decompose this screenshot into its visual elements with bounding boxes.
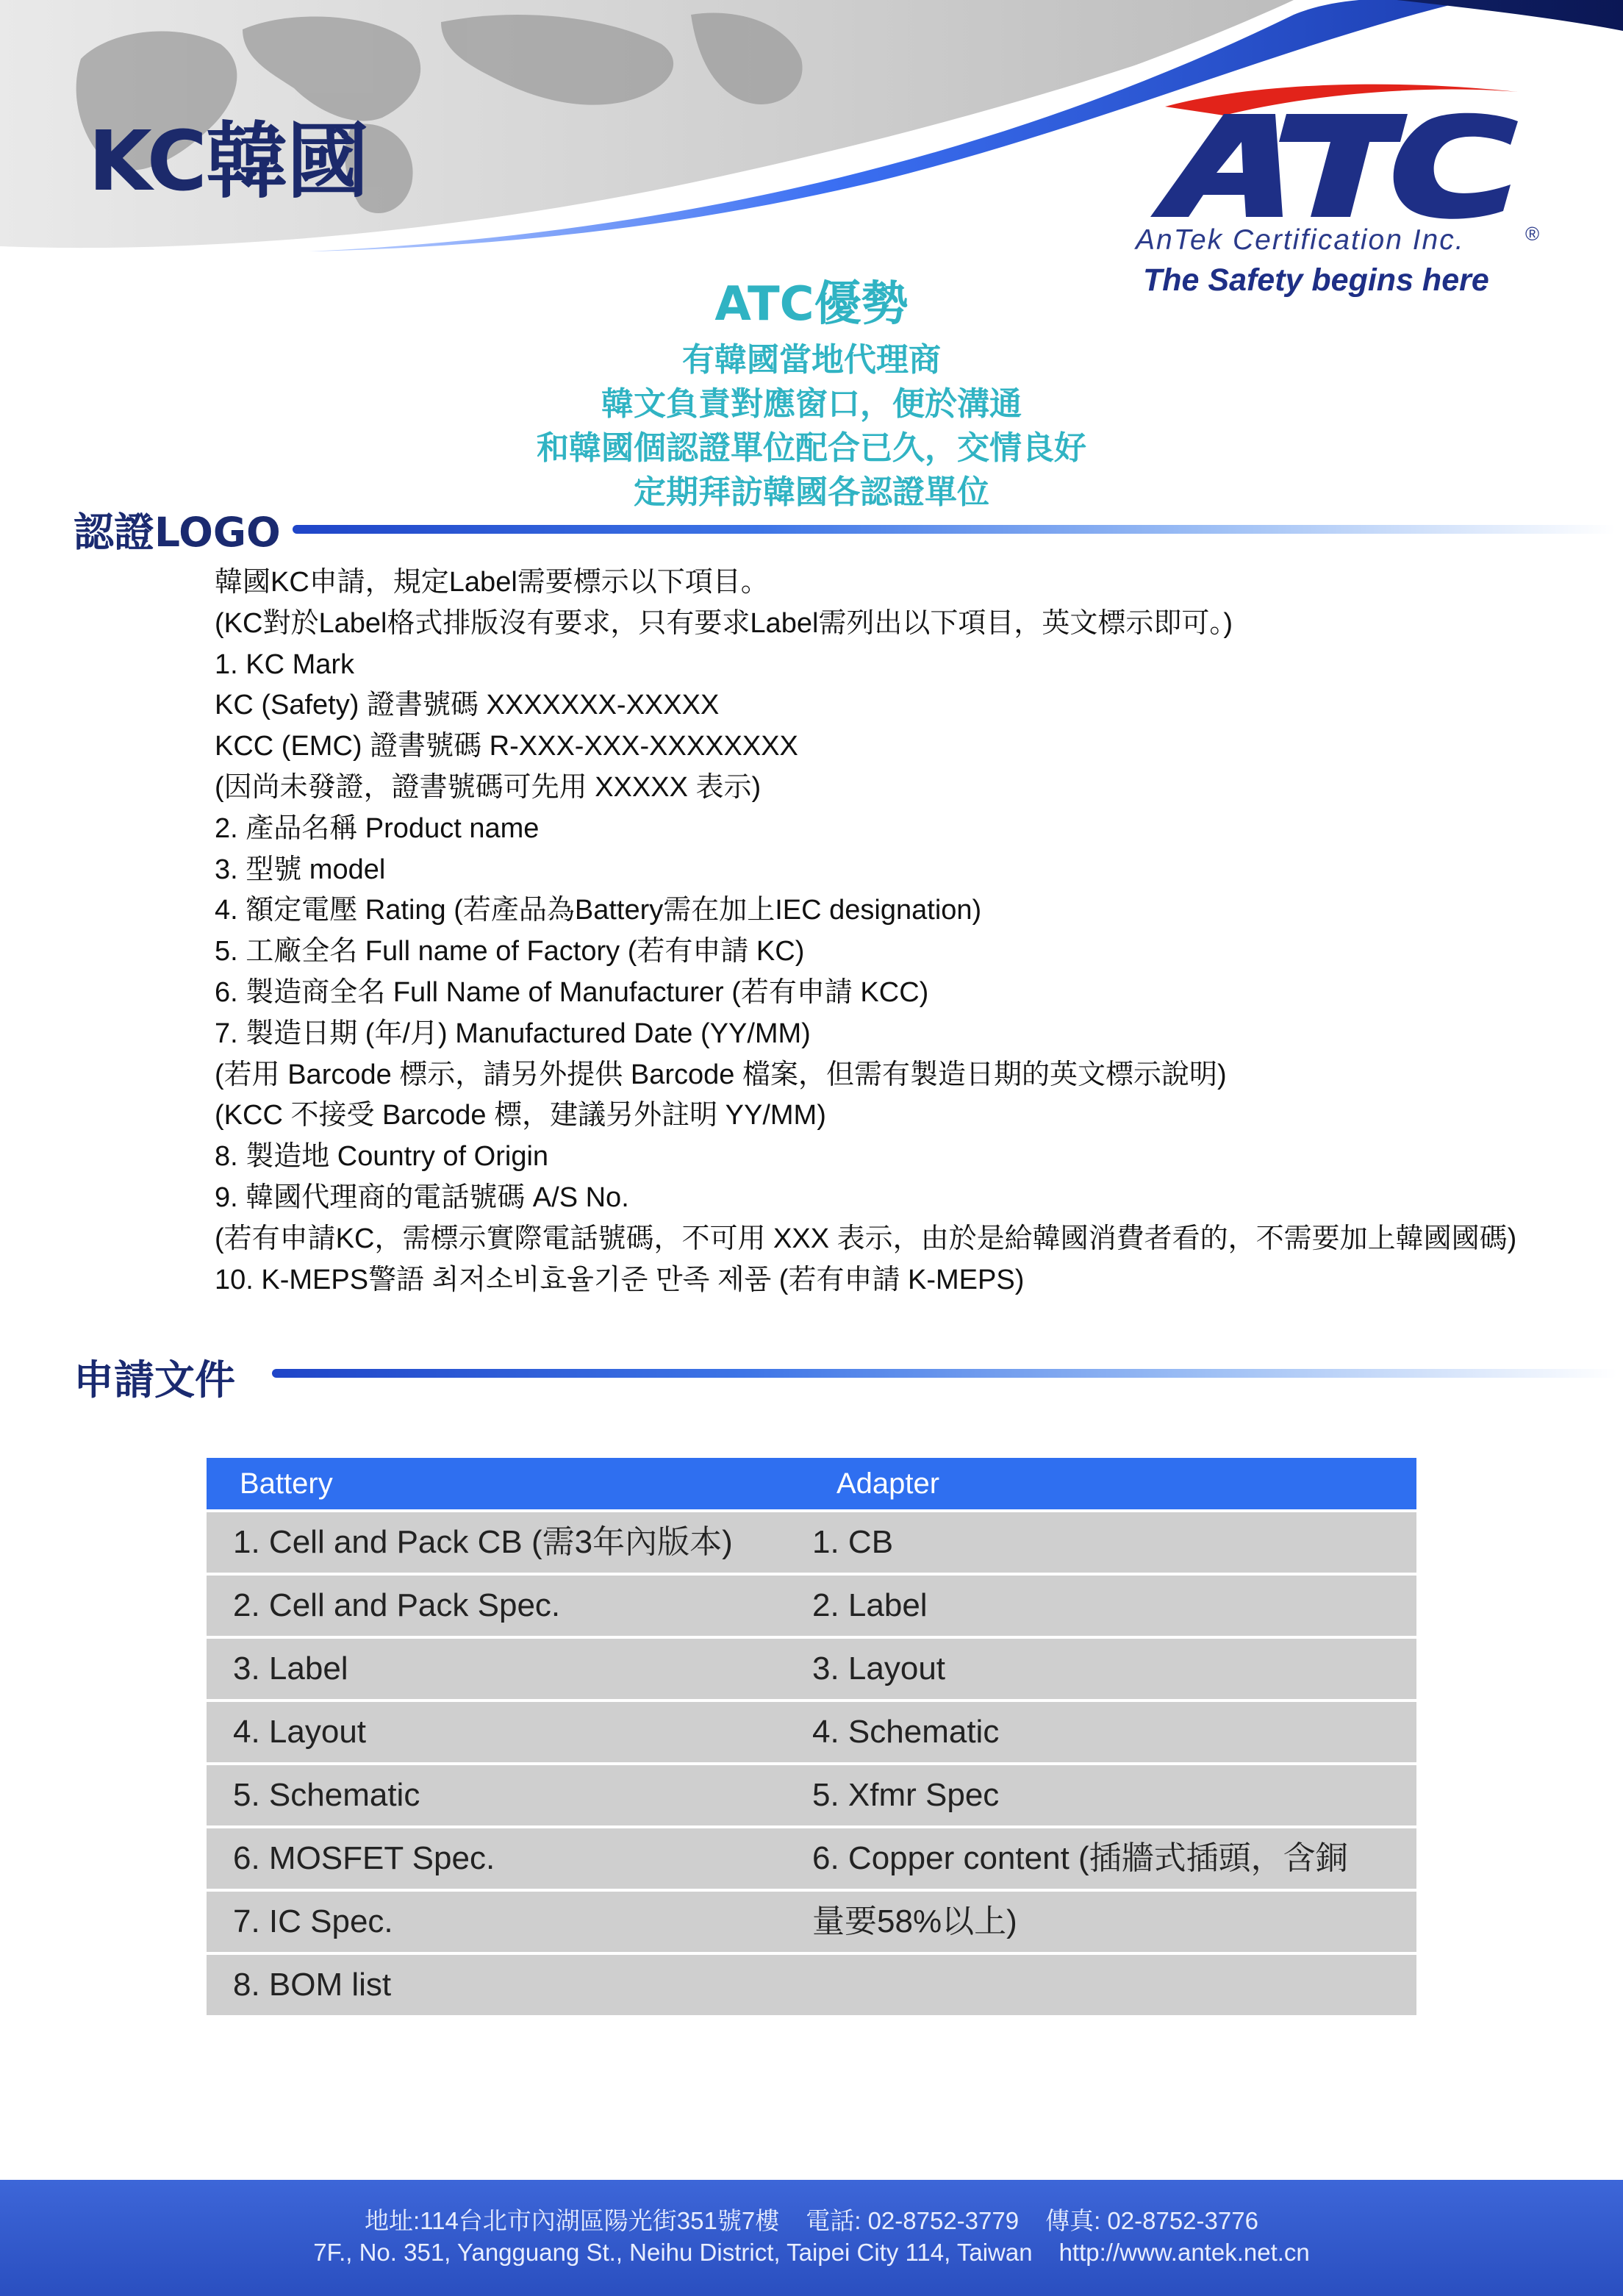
- advantages-block: [0, 266, 1623, 515]
- logo-tagline: The Safety begins here: [1143, 262, 1489, 298]
- table-cell: 1. CB: [812, 1524, 894, 1560]
- table-row: [207, 1576, 1416, 1636]
- advantages-title: ATC優勢: [714, 277, 909, 332]
- list-item: (KCC 不接受 Barcode 標，建議另外註明 YY/MM): [215, 1100, 826, 1131]
- table-cell: 4. Layout: [233, 1714, 367, 1750]
- footer-fax: 傳真: 02-8752-3776: [1045, 2207, 1258, 2234]
- column-header-adapter: Adapter: [836, 1467, 940, 1500]
- table-row: [207, 1892, 1416, 1952]
- table-cell: 8. BOM list: [233, 1967, 392, 2003]
- footer-address-en: 7F., No. 351, Yangguang St., Neihu District, Taipei City 114, Taiwan: [313, 2239, 1033, 2266]
- table-row: [207, 1702, 1416, 1762]
- list-item: KC (Safety) 證書號碼 XXXXXXX-XXXXX: [215, 690, 720, 721]
- list-item: 1. KC Mark: [215, 648, 355, 680]
- registered-mark: ®: [1525, 223, 1540, 245]
- table-cell: 6. Copper content (插牆式插頭，含銅: [812, 1840, 1348, 1876]
- list-item: KCC (EMC) 證書號碼 R-XXX-XXX-XXXXXXXX: [215, 731, 798, 762]
- list-item: 5. 工廠全名 Full name of Factory (若有申請 KC): [215, 936, 805, 968]
- footer-address-zh: 地址:114台北市內湖區陽光街351號7樓: [365, 2207, 780, 2234]
- documents-table: [207, 1458, 1416, 2015]
- list-item: 2. 產品名稱 Product name: [215, 812, 540, 844]
- footer-phone: 電話: 02-8752-3779: [806, 2207, 1020, 2234]
- atc-logo-mark: [1136, 77, 1547, 232]
- table-row: [207, 1828, 1416, 1889]
- table-row: [207, 1512, 1416, 1573]
- table-cell: 2. Cell and Pack Spec.: [233, 1587, 561, 1623]
- section-heading-logo: 認證LOGO: [74, 509, 281, 556]
- list-item: (若有申請KC，需標示實際電話號碼，不可用 XXX 表示，由於是給韓國消費者看的，不需要加上韓國國碼): [215, 1223, 1517, 1254]
- table-cell: 3. Label: [233, 1651, 348, 1687]
- advantage-line: 和韓國個認證單位配合已久，交情良好: [537, 430, 1086, 466]
- table-cell: 7. IC Spec.: [233, 1903, 393, 1939]
- list-item: (因尚未發證，證書號碼可先用 XXXXX 表示): [215, 771, 762, 803]
- table-row: [207, 1955, 1416, 2015]
- section-divider-bar: [272, 1369, 1617, 1378]
- page-title: KC韓國: [88, 114, 368, 210]
- list-item: 4. 額定電壓 Rating (若產品為Battery需在加上IEC designation): [215, 895, 982, 926]
- section-heading-documents: 申請文件: [74, 1356, 236, 1403]
- table-header-row: [207, 1458, 1416, 1509]
- table-cell: [812, 1955, 1416, 2015]
- advantage-line: 韓文負責對應窗口，便於溝通: [601, 386, 1022, 422]
- table-cell: 5. Schematic: [233, 1777, 420, 1813]
- table-cell: 量要58%以上): [812, 1903, 1017, 1939]
- table-cell: 4. Schematic: [812, 1714, 1000, 1750]
- column-header-battery: Battery: [240, 1467, 333, 1500]
- list-item: 6. 製造商全名 Full Name of Manufacturer (若有申請 KCC): [215, 976, 929, 1008]
- table-row: [207, 1639, 1416, 1699]
- advantage-line: 有韓國當地代理商: [682, 342, 941, 378]
- list-item: 8. 製造地 Country of Origin: [215, 1141, 549, 1173]
- table-cell: 5. Xfmr Spec: [812, 1777, 1000, 1813]
- list-item: 7. 製造日期 (年/月) Manufactured Date (YY/MM): [215, 1018, 811, 1049]
- advantage-line: 定期拜訪韓國各認證單位: [634, 474, 989, 510]
- section-divider-bar: [293, 525, 1616, 534]
- footer-line-1: [0, 2202, 1623, 2236]
- list-item: (若用 Barcode 標示，請另外提供 Barcode 檔案，但需有製造日期的英文標示說明): [215, 1059, 1227, 1090]
- list-item: 9. 韓國代理商的電話號碼 A/S No.: [215, 1181, 629, 1213]
- list-item: (KC對於Label格式排版沒有要求，只有要求Label需列出以下項目，英文標示即可。): [215, 607, 1233, 639]
- label-requirements-list: [215, 562, 1574, 1301]
- table-cell: 3. Layout: [812, 1651, 946, 1687]
- table-cell: 1. Cell and Pack CB (需3年內版本): [233, 1524, 733, 1560]
- table-cell: 2. Label: [812, 1587, 928, 1623]
- footer-line-2: [0, 2239, 1623, 2267]
- list-item: 10. K-MEPS警語 최저소비효율기준 만족 제품 (若有申請 K-MEPS): [215, 1264, 1025, 1295]
- list-item: 韓國KC申請，規定Label需要標示以下項目。: [215, 567, 769, 598]
- footer-website-link[interactable]: http://www.antek.net.cn: [1058, 2239, 1310, 2266]
- logo-company-name: AnTek Certification Inc.: [1136, 224, 1465, 256]
- table-cell: 6. MOSFET Spec.: [233, 1840, 495, 1876]
- table-row: [207, 1765, 1416, 1825]
- list-item: 3. 型號 model: [215, 854, 386, 885]
- footer: [0, 2180, 1623, 2296]
